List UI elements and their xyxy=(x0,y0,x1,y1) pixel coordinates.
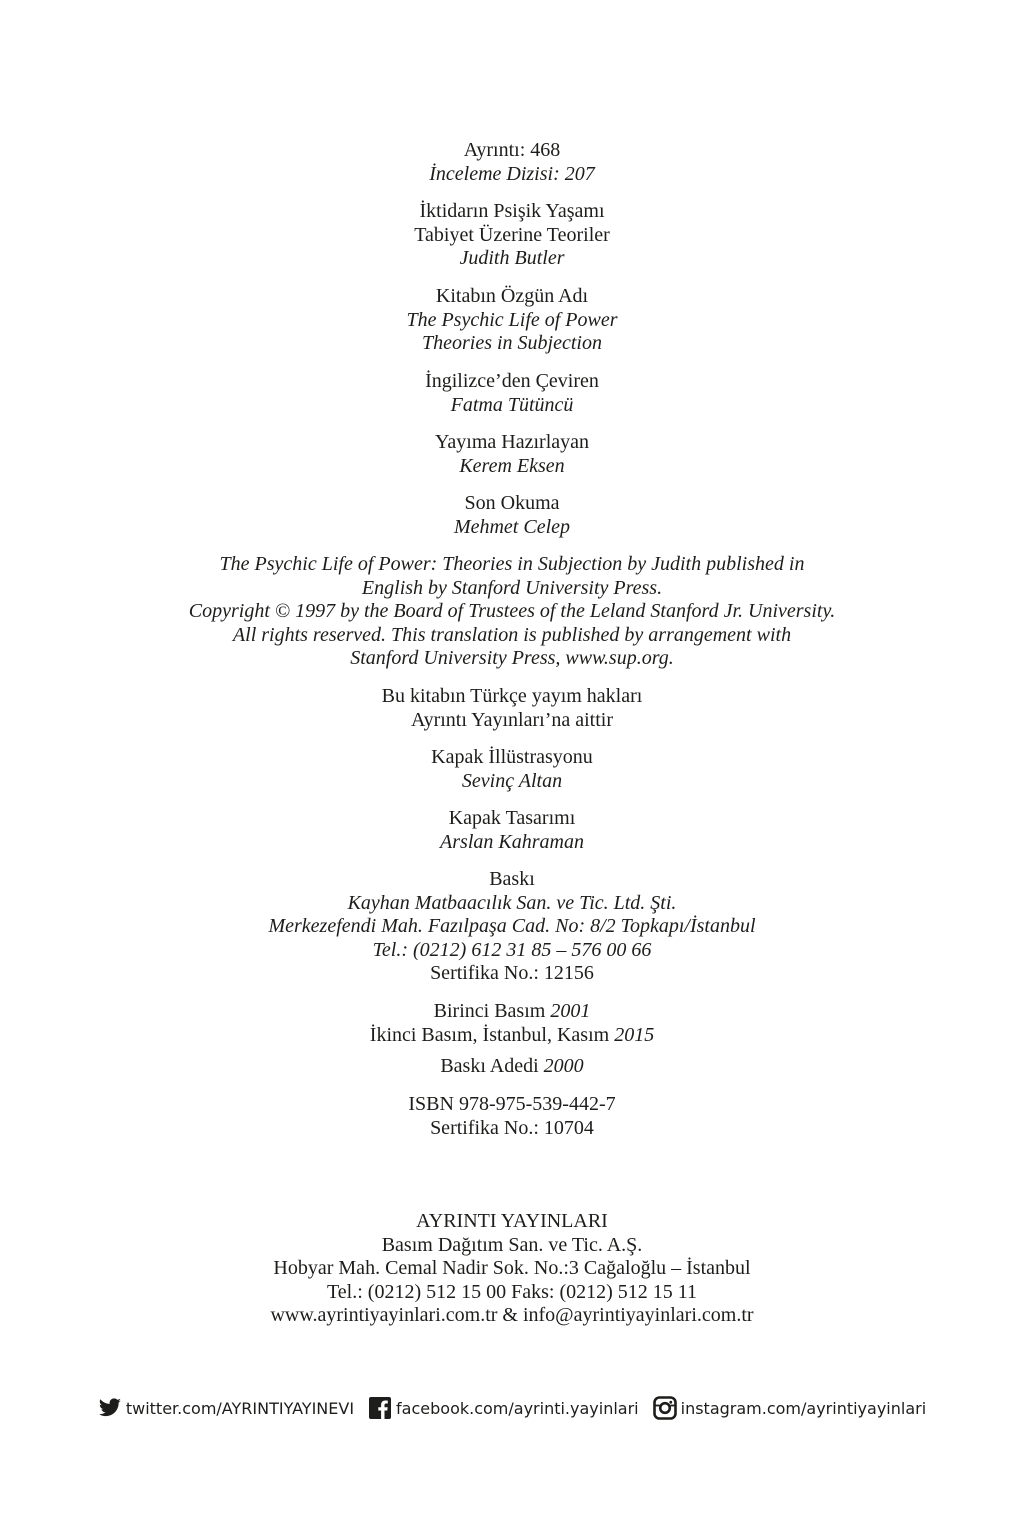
print-run-label: Baskı Adedi xyxy=(440,1055,539,1077)
publisher-phone: Tel.: (0212) 512 15 00 Faks: (0212) 512 15 11 xyxy=(326,1280,698,1303)
editor-name: Kerem Eksen xyxy=(459,454,565,477)
facebook-icon xyxy=(368,1396,392,1420)
cover-illustration-block xyxy=(0,746,1024,793)
series-block xyxy=(0,139,1024,186)
twitter-handle: twitter.com/AYRINTIYAYINEVI xyxy=(125,1398,355,1418)
printing-company: Kayhan Matbaacılık San. ve Tic. Ltd. Şti. xyxy=(347,891,677,914)
cover-illustration-label: Kapak İllüstrasyonu xyxy=(431,746,593,768)
first-edition-label: Birinci Basım xyxy=(433,1000,546,1022)
printing-block xyxy=(0,868,1024,986)
instagram-link[interactable] xyxy=(653,1396,927,1420)
rights-block xyxy=(0,685,1024,732)
original-title-line: The Psychic Life of Power xyxy=(406,308,618,331)
book-author: Judith Butler xyxy=(459,247,565,269)
copyright-line: The Psychic Life of Power: Theories in Subjection by Judith published in xyxy=(219,553,805,575)
copyright-line: Copyright © 1997 by the Board of Trustees of the Leland Stanford Jr. University. xyxy=(188,600,836,622)
twitter-link[interactable] xyxy=(98,1396,354,1420)
isbn-block xyxy=(0,1093,1024,1140)
print-run-count: 2000 xyxy=(543,1055,584,1077)
series-number: Ayrıntı: 468 xyxy=(463,139,561,161)
cover-design-block xyxy=(0,807,1024,854)
book-subtitle: Tabiyet Üzerine Teoriler xyxy=(414,223,610,246)
first-edition-line xyxy=(0,1000,1024,1024)
facebook-handle: facebook.com/ayrinti.yayinlari xyxy=(396,1398,639,1418)
cover-design-label: Kapak Tasarımı xyxy=(448,807,576,829)
social-links xyxy=(0,1396,1024,1420)
printing-phone: Tel.: (0212) 612 31 85 – 576 00 66 xyxy=(372,938,652,961)
editor-label: Yayıma Hazırlayan xyxy=(434,431,590,453)
translator-block xyxy=(0,370,1024,417)
rights-line: Bu kitabın Türkçe yayım hakları xyxy=(381,685,643,707)
print-run-block xyxy=(0,1055,1024,1079)
editor-block xyxy=(0,431,1024,478)
original-title-block xyxy=(0,285,1024,356)
facebook-link[interactable] xyxy=(368,1396,639,1420)
second-edition-year: 2015 xyxy=(614,1023,655,1046)
book-title: İktidarın Psişik Yaşamı xyxy=(419,200,605,222)
second-edition-label: İkinci Basım, İstanbul, Kasım xyxy=(369,1023,610,1046)
proofreading-label: Son Okuma xyxy=(464,492,560,514)
twitter-icon xyxy=(98,1396,122,1420)
proofreading-name: Mehmet Celep xyxy=(453,515,571,538)
copyright-line: Stanford University Press, www.sup.org. xyxy=(350,647,674,669)
editions-block xyxy=(0,1000,1024,1047)
isbn-number: ISBN 978-975-539-442-7 xyxy=(408,1093,616,1115)
original-subtitle-line: Theories in Subjection xyxy=(422,332,602,354)
instagram-icon xyxy=(653,1396,677,1420)
cover-design-name: Arslan Kahraman xyxy=(440,830,584,853)
translator-label: İngilizce’den Çeviren xyxy=(425,370,599,392)
series-subseries: İnceleme Dizisi: 207 xyxy=(429,162,595,185)
printing-address: Merkezefendi Mah. Fazılpaşa Cad. No: 8/2 Topkapı/İstanbul xyxy=(268,915,756,937)
printing-certificate: Sertifika No.: 12156 xyxy=(430,962,594,984)
print-run-line xyxy=(0,1055,1024,1079)
publisher-name: AYRINTI YAYINLARI xyxy=(416,1210,608,1232)
copyright-block xyxy=(0,553,1024,671)
instagram-handle: instagram.com/ayrintiyayinlari xyxy=(680,1398,927,1418)
copyright-line: English by Stanford University Press. xyxy=(361,576,663,599)
publisher-address: Hobyar Mah. Cemal Nadir Sok. No.:3 Cağaloğlu – İstanbul xyxy=(273,1257,751,1279)
original-title-label: Kitabın Özgün Adı xyxy=(435,285,589,307)
second-edition-line xyxy=(0,1024,1024,1048)
cover-illustration-name: Sevinç Altan xyxy=(461,769,563,792)
isbn-certificate: Sertifika No.: 10704 xyxy=(430,1116,594,1139)
printing-label: Baskı xyxy=(489,868,535,890)
rights-line: Ayrıntı Yayınları’na aittir xyxy=(410,708,614,731)
translator-name: Fatma Tütüncü xyxy=(450,393,574,416)
publisher-block xyxy=(0,1210,1024,1328)
proofreading-block xyxy=(0,492,1024,539)
publisher-web: www.ayrintiyayinlari.com.tr & info@ayrintiyayinlari.com.tr xyxy=(270,1304,754,1326)
publisher-company: Basım Dağıtım San. ve Tic. A.Ş. xyxy=(381,1233,643,1256)
copyright-line: All rights reserved. This translation is published by arrangement with xyxy=(232,623,792,646)
title-block xyxy=(0,200,1024,271)
first-edition-year: 2001 xyxy=(550,1000,591,1022)
